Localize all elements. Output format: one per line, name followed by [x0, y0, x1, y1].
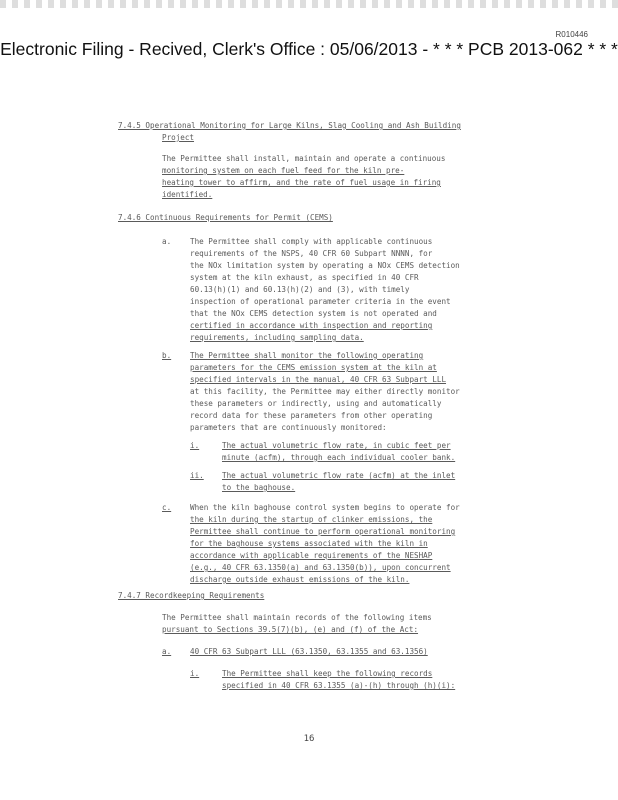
item-a-line-6: inspection of operational parameter criteria in the event — [190, 297, 451, 306]
section-745-body-line-3: heating tower to affirm, and the rate of fuel usage in firing — [162, 178, 441, 187]
section-747-heading: 7.4.7 Recordkeeping Requirements — [118, 591, 265, 600]
item-b-line-4: at this facility, the Permittee may either directly monitor — [190, 387, 460, 396]
item-b-line-7: parameters that are continuously monitored: — [190, 423, 387, 432]
subitem-i-line-2: minute (acfm), through each individual cooler bank. — [222, 453, 456, 462]
item-b-line-1: The Permittee shall monitor the following operating — [190, 351, 424, 360]
item-c-marker: c. — [162, 503, 172, 512]
subitem-i-line-1: The actual volumetric flow rate, in cubic feet per — [222, 441, 451, 450]
item-a-line-3: the NOx limitation system by operating a NOx CEMS detection — [190, 261, 460, 270]
section-745-heading-line-2: Project — [162, 133, 195, 142]
section-745-body-line-4: identified. — [162, 190, 213, 199]
scan-top-border — [0, 0, 618, 8]
item-a-line-1: The Permittee shall comply with applicable continuous — [190, 237, 433, 246]
item-a-line-8: certified in accordance with inspection and reporting — [190, 321, 433, 330]
item-c-line-5: accordance with applicable requirements of the NESHAP — [190, 551, 433, 560]
section-747-item-a-line-1: 40 CFR 63 Subpart LLL (63.1350, 63.1355 and 63.1356) — [190, 647, 428, 656]
filing-header: Electronic Filing - Recived, Clerk's Office : 05/06/2013 - * * * PCB 2013-062 * * * — [0, 39, 618, 59]
item-b-line-5: these parameters or indirectly, using and automatically — [190, 399, 442, 408]
section-747-body-line-1: The Permittee shall maintain records of the following items — [162, 613, 432, 622]
section-746-heading: 7.4.6 Continuous Requirements for Permit (CEMS) — [118, 213, 333, 222]
section-745-body-line-1: The Permittee shall install, maintain and operate a continuous — [162, 154, 446, 163]
subitem-ii-marker: ii. — [190, 471, 204, 480]
item-a-marker: a. — [162, 237, 172, 246]
section-747-subitem-i-line-1: The Permittee shall keep the following records — [222, 669, 433, 678]
item-a-line-9: requirements, including sampling data. — [190, 333, 364, 342]
item-b-marker: b. — [162, 351, 172, 360]
section-747-subitem-i-line-2: specified in 40 CFR 63.1355 (a)-(h) through (h)(i): — [222, 681, 456, 690]
section-745-body-line-2: monitoring system on each fuel feed for the kiln pre- — [162, 166, 405, 175]
item-b-line-6: record data for these parameters from other operating — [190, 411, 433, 420]
section-745-heading-line-1: 7.4.5 Operational Monitoring for Large Kilns, Slag Cooling and Ash Building — [118, 121, 461, 130]
subitem-ii-line-2: to the baghouse. — [222, 483, 296, 492]
page-number: 16 — [303, 734, 315, 744]
item-b-line-3: specified intervals in the manual, 40 CFR 63 Subpart LLL — [190, 375, 447, 384]
subitem-ii-line-1: The actual volumetric flow rate (acfm) at the inlet — [222, 471, 456, 480]
item-c-line-6: (e.g., 40 CFR 63.1350(a) and 63.1350(b)), upon concurrent — [190, 563, 451, 572]
item-a-line-4: system at the kiln exhaust, as specified in 40 CFR — [190, 273, 419, 282]
section-747-body-line-2: pursuant to Sections 39.5(7)(b), (e) and (f) of the Act: — [162, 625, 419, 634]
section-747-subitem-i-marker: i. — [190, 669, 200, 678]
item-a-line-7: that the NOx CEMS detection system is not operated and — [190, 309, 437, 318]
item-c-line-3: Permittee shall continue to perform operational monitoring — [190, 527, 456, 536]
item-b-line-2: parameters for the CEMS emission system at the kiln at — [190, 363, 437, 372]
item-c-line-1: When the kiln baghouse control system begins to operate for — [190, 503, 460, 512]
section-747-item-a-marker: a. — [162, 647, 172, 656]
document-id: R010446 — [555, 30, 588, 39]
item-c-line-7: discharge outside exhaust emissions of the kiln. — [190, 575, 410, 584]
item-a-line-5: 60.13(h)(1) and 60.13(h)(2) and (3), with timely — [190, 285, 410, 294]
item-a-line-2: requirements of the NSPS, 40 CFR 60 Subpart NNNN, for — [190, 249, 433, 258]
item-c-line-2: the kiln during the startup of clinker emissions, the — [190, 515, 433, 524]
subitem-i-marker: i. — [190, 441, 200, 450]
item-c-line-4: for the baghouse systems associated with the kiln in — [190, 539, 428, 548]
